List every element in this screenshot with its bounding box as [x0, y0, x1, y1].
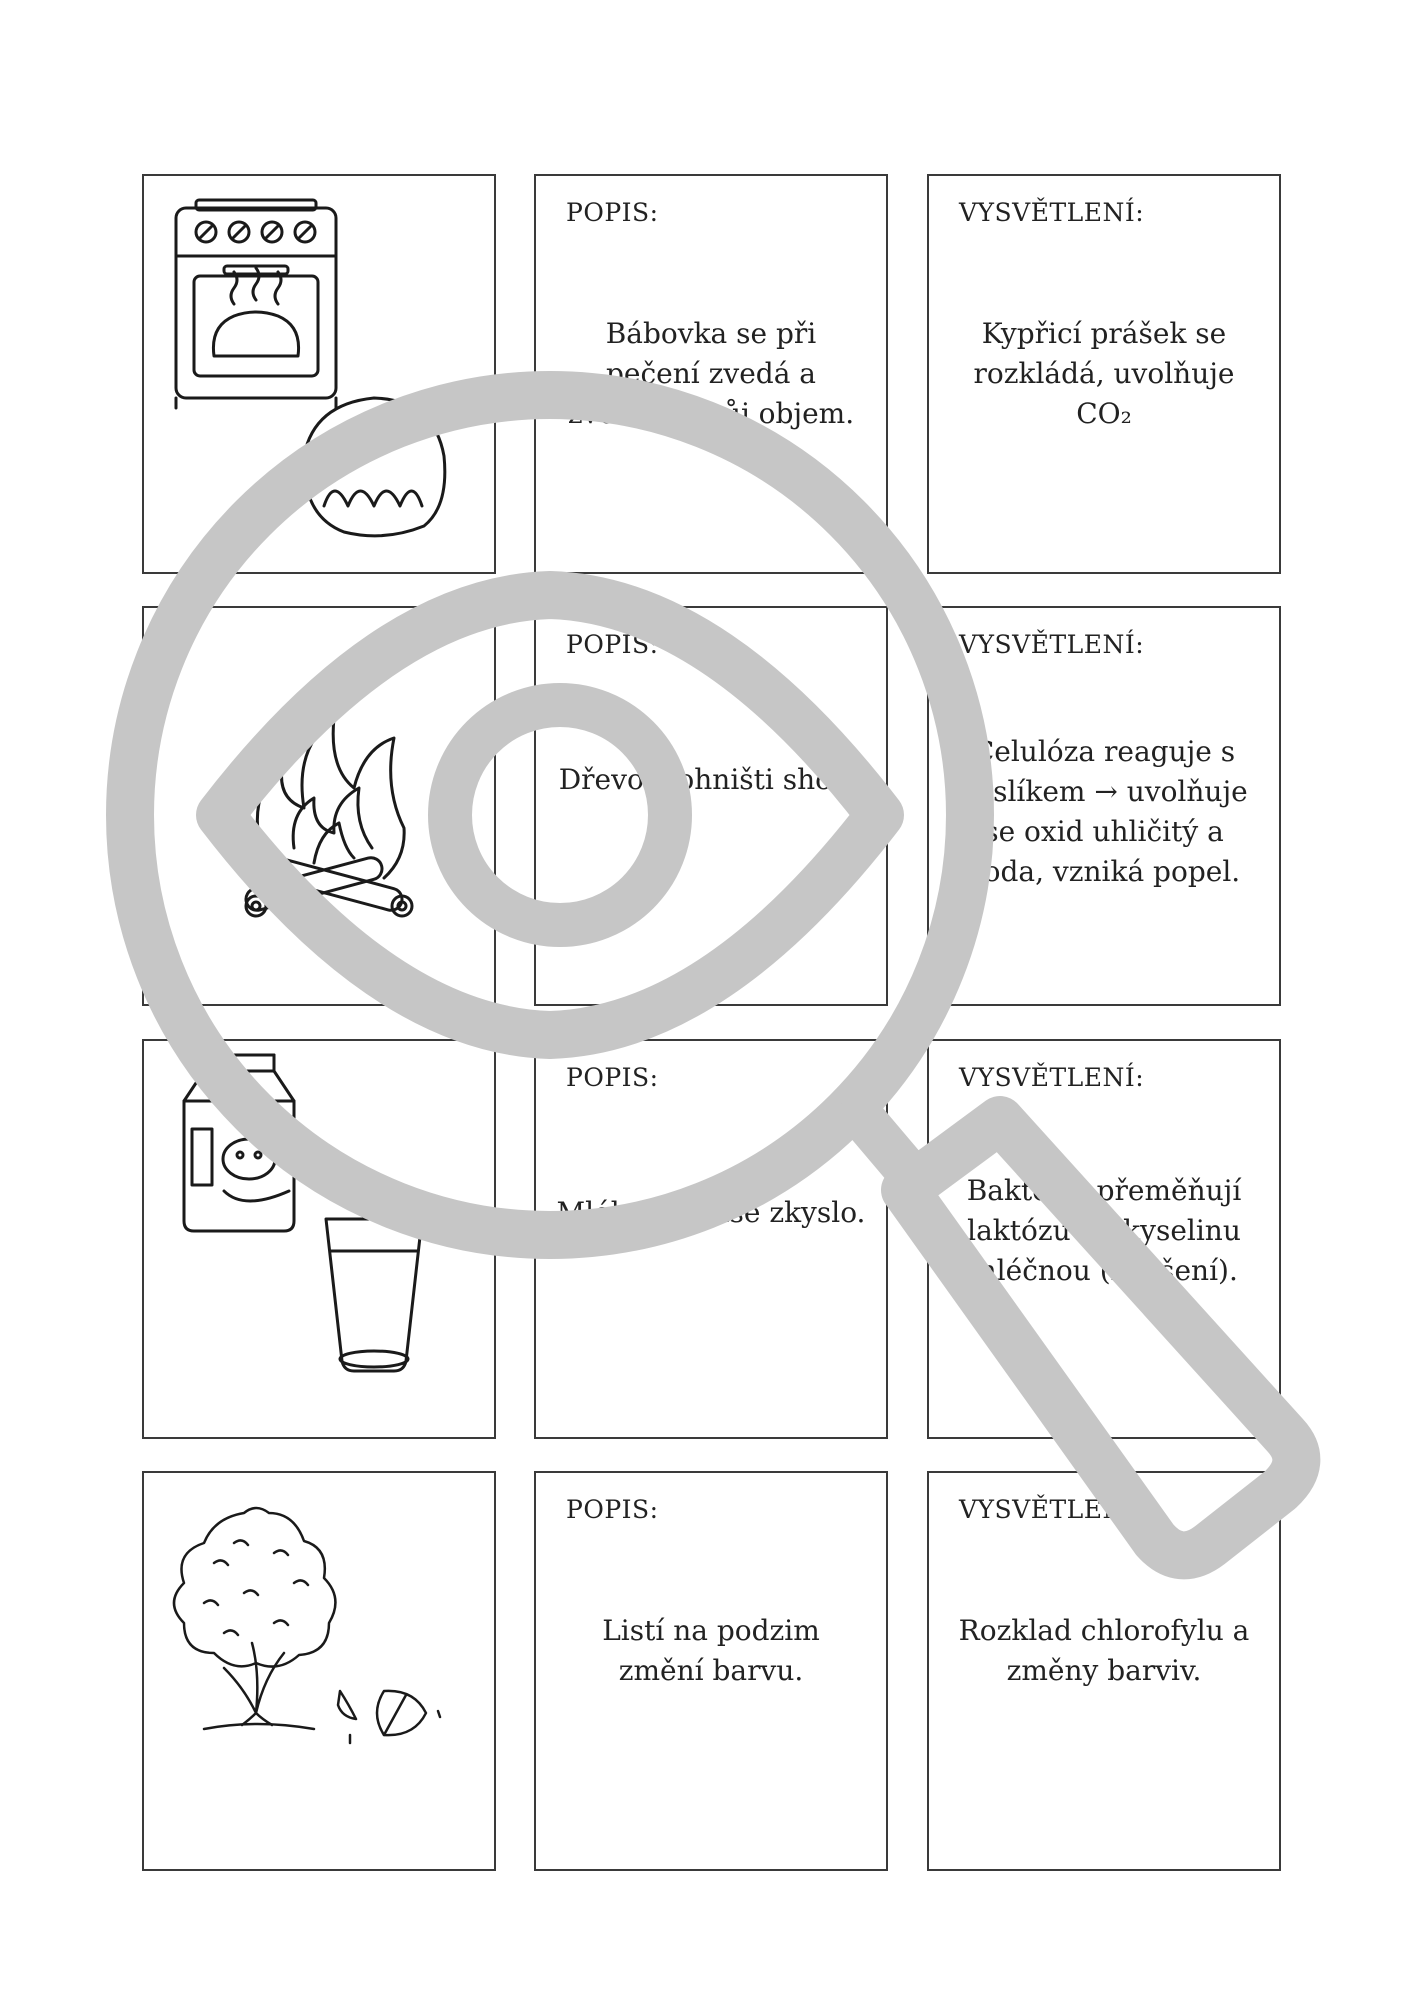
- vysvetleni-text: Rozklad chlorofylu a změny barviv.: [958, 1614, 1250, 1687]
- popis-text: Mléko po čase zkyslo.: [556, 1196, 866, 1229]
- explanation-card-2: [927, 606, 1281, 1006]
- vysvetleni-text: Kypřicí prášek se rozkládá, uvolňuje CO₂: [973, 317, 1235, 430]
- tree-icon: [144, 1473, 498, 1873]
- explanation-card-3: [927, 1039, 1281, 1439]
- popis-label: POPIS:: [566, 198, 659, 227]
- description-card-2: [534, 606, 888, 1006]
- image-card-milk: [142, 1039, 496, 1439]
- popis-label: POPIS:: [566, 1063, 659, 1092]
- oven-cake-icon: [144, 176, 498, 576]
- vysvetleni-text: Celulóza reaguje s kyslíkem → uvolňuje se oxid uhličitý a voda, vzniká popel.: [960, 735, 1248, 888]
- explanation-card-1: [927, 174, 1281, 574]
- popis-text: Bábovka se při pečení zvedá a zvětšuje svůj objem.: [567, 317, 855, 430]
- popis-label: POPIS:: [566, 630, 659, 659]
- vysvetleni-label: VYSVĚTLENÍ:: [959, 198, 1145, 227]
- vysvetleni-label: VYSVĚTLENÍ:: [959, 630, 1145, 659]
- image-card-oven: [142, 174, 496, 574]
- vysvetleni-label: VYSVĚTLENÍ:: [959, 1063, 1145, 1092]
- description-card-1: [534, 174, 888, 574]
- campfire-icon: [144, 608, 498, 1008]
- description-card-4: [534, 1471, 888, 1871]
- popis-label: POPIS:: [566, 1495, 659, 1524]
- milk-glass-icon: [144, 1041, 498, 1441]
- explanation-card-4: [927, 1471, 1281, 1871]
- vysvetleni-text: Bakterie přeměňují laktózu na kyselinu mléčnou (kvašení).: [966, 1174, 1242, 1287]
- image-card-tree: [142, 1471, 496, 1871]
- description-card-3: [534, 1039, 888, 1439]
- popis-text: Dřevo v ohništi shoří.: [558, 763, 864, 796]
- vysvetleni-label: VYSVĚTLENÍ:: [959, 1495, 1145, 1524]
- popis-text: Listí na podzim změní barvu.: [602, 1614, 820, 1687]
- image-card-campfire: [142, 606, 496, 1006]
